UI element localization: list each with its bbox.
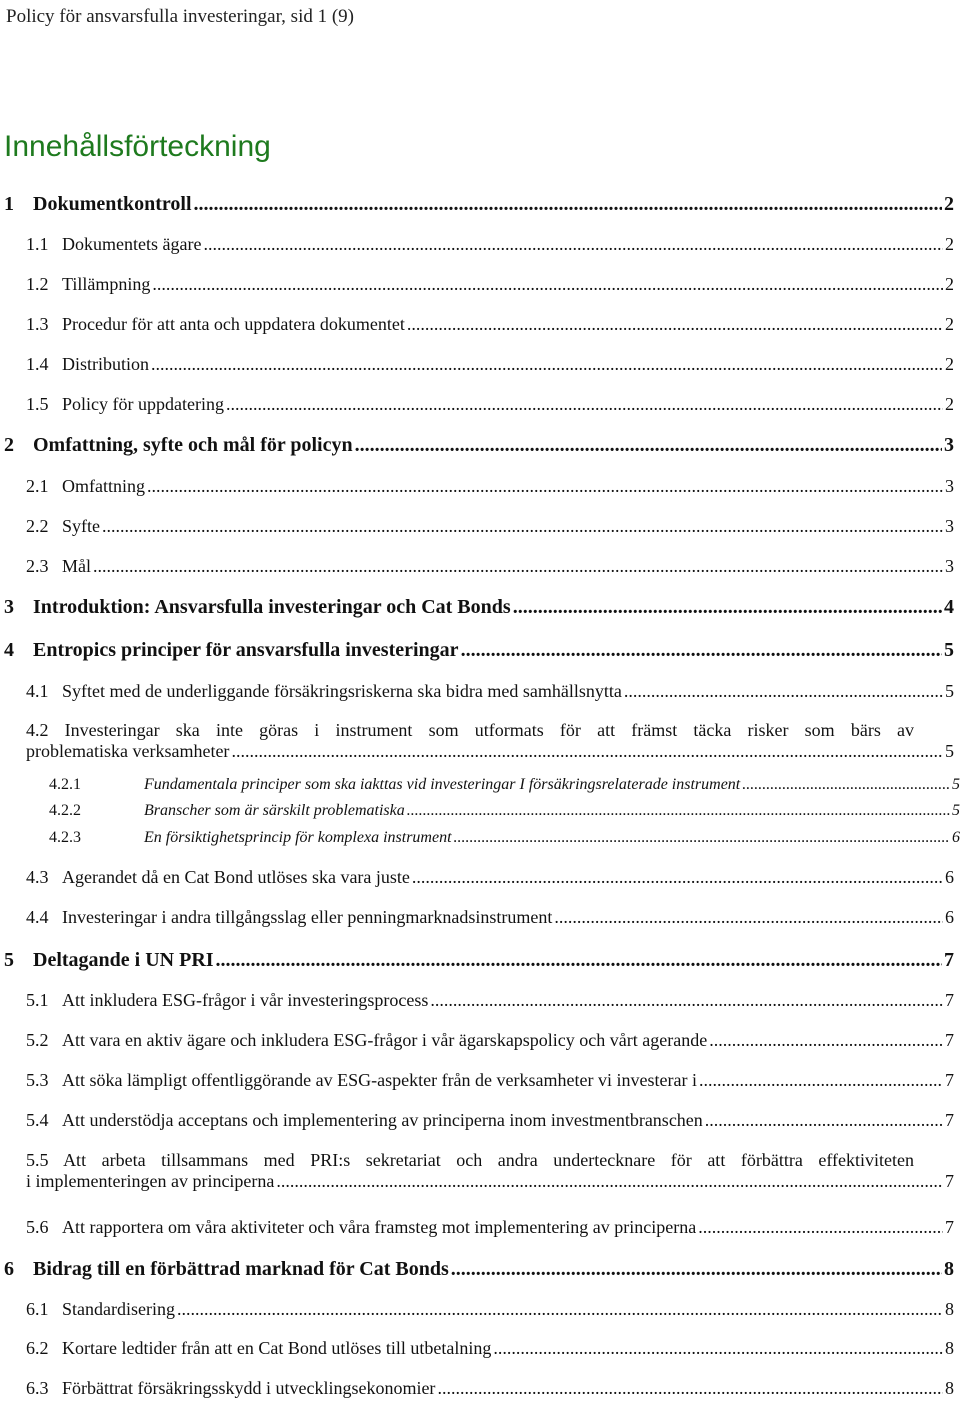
entry-page: 3 bbox=[944, 434, 954, 456]
entry-page: 4 bbox=[944, 596, 954, 618]
entry-number: 2.1 bbox=[26, 476, 49, 496]
entry-page: 5 bbox=[952, 802, 960, 819]
dot-leader bbox=[742, 776, 950, 794]
entry-number: 5.1 bbox=[26, 990, 49, 1010]
page-header: Policy för ansvarsfulla investeringar, sid 1 (9) bbox=[6, 6, 355, 27]
toc-entry-5-6[interactable] bbox=[0, 1217, 960, 1238]
toc-entry-4-1[interactable] bbox=[0, 681, 960, 702]
entry-page: 7 bbox=[945, 1030, 954, 1050]
entry-number: 6.1 bbox=[26, 1299, 49, 1319]
entry-title-line1 bbox=[26, 720, 960, 741]
entry-title: Entropics principer för ansvarsfulla investeringar bbox=[33, 639, 459, 661]
entry-page: 7 bbox=[945, 1217, 954, 1237]
entry-number: 6.3 bbox=[26, 1378, 49, 1398]
toc-entry-2-1[interactable] bbox=[0, 476, 960, 497]
entry-number: 1.3 bbox=[26, 314, 49, 334]
entry-title: Att understödja acceptans och implementering av principerna inom investmentbranschen bbox=[62, 1110, 703, 1130]
entry-number: 5.4 bbox=[26, 1110, 49, 1130]
entry-number: 1 bbox=[4, 193, 14, 215]
entry-page: 2 bbox=[944, 193, 954, 215]
dot-leader bbox=[698, 1217, 943, 1238]
entry-title: Mål bbox=[62, 556, 91, 576]
entry-title: Att rapportera om våra aktiviteter och våra framsteg mot implementering av principerna bbox=[62, 1217, 697, 1237]
entry-title: Procedur för att anta och uppdatera dokumentet bbox=[62, 314, 405, 334]
toc-entry-6-1[interactable] bbox=[0, 1299, 960, 1320]
entry-title: Att inkludera ESG-frågor i vår investeringsprocess bbox=[62, 990, 429, 1010]
entry-page: 8 bbox=[945, 1338, 954, 1358]
toc-entry-5-1[interactable] bbox=[0, 990, 960, 1011]
dot-leader bbox=[93, 556, 943, 577]
entry-page: 5 bbox=[945, 741, 954, 761]
entry-title-line2-row bbox=[26, 741, 960, 762]
entry-number: 4.1 bbox=[26, 681, 49, 701]
toc-entry-5-4[interactable] bbox=[0, 1110, 960, 1131]
dot-leader bbox=[513, 596, 942, 619]
entry-title: Agerandet då en Cat Bond utlöses ska vara juste bbox=[62, 867, 410, 887]
entry-number: 6 bbox=[4, 1258, 14, 1280]
toc-entry-2-2[interactable] bbox=[0, 516, 960, 537]
entry-number: 2.3 bbox=[26, 556, 49, 576]
dot-leader bbox=[147, 476, 943, 497]
entry-page: 2 bbox=[945, 314, 954, 334]
entry-number: 5 bbox=[4, 949, 14, 971]
dot-leader bbox=[231, 741, 943, 762]
toc-entry-2-3[interactable] bbox=[0, 556, 960, 577]
toc-entry-1-2[interactable] bbox=[0, 274, 960, 295]
dot-leader bbox=[709, 1030, 943, 1051]
toc-entry-6-2[interactable] bbox=[0, 1338, 960, 1359]
dot-leader bbox=[102, 516, 943, 537]
toc-entry-4-2-3[interactable] bbox=[0, 829, 960, 847]
toc-entry-4-3[interactable] bbox=[0, 867, 960, 888]
entry-page: 3 bbox=[945, 556, 954, 576]
toc-entry-5-2[interactable] bbox=[0, 1030, 960, 1051]
dot-leader bbox=[194, 193, 942, 216]
toc-entry-4[interactable] bbox=[0, 639, 960, 662]
entry-number: 6.2 bbox=[26, 1338, 49, 1358]
dot-leader bbox=[152, 274, 943, 295]
entry-number: 4.2 bbox=[26, 720, 49, 740]
entry-number: 4.3 bbox=[26, 867, 49, 887]
entry-number: 5.3 bbox=[26, 1070, 49, 1090]
dot-leader bbox=[276, 1171, 943, 1192]
entry-page: 8 bbox=[945, 1378, 954, 1398]
dot-leader bbox=[177, 1299, 943, 1320]
entry-page: 7 bbox=[945, 990, 954, 1010]
entry-number: 2 bbox=[4, 434, 14, 456]
entry-title: Förbättrat försäkringsskydd i utvecklingsekonomier bbox=[62, 1378, 436, 1398]
entry-number: 4.2.2 bbox=[49, 802, 81, 819]
dot-leader bbox=[407, 802, 950, 820]
toc-title: Innehållsförteckning bbox=[4, 130, 271, 163]
entry-title: Distribution bbox=[62, 354, 150, 374]
dot-leader bbox=[430, 990, 943, 1011]
entry-title: Att söka lämpligt offentliggörande av ESG-aspekter från de verksamheter vi investerar i bbox=[62, 1070, 697, 1090]
dot-leader bbox=[216, 949, 942, 972]
entry-number: 3 bbox=[4, 596, 14, 618]
toc-entry-2[interactable] bbox=[0, 434, 960, 457]
toc-entry-1-5[interactable] bbox=[0, 394, 960, 415]
toc-entry-5-5[interactable] bbox=[26, 1150, 960, 1192]
dot-leader bbox=[412, 867, 943, 888]
dot-leader bbox=[454, 829, 950, 847]
entry-page: 6 bbox=[952, 829, 960, 846]
toc-entry-4-2-2[interactable] bbox=[0, 802, 960, 820]
dot-leader bbox=[151, 354, 943, 375]
entry-title: Bidrag till en förbättrad marknad för Cat Bonds bbox=[33, 1258, 449, 1280]
entry-page: 5 bbox=[952, 776, 960, 793]
entry-title-line2: i implementeringen av principerna bbox=[26, 1171, 275, 1191]
entry-number: 1.2 bbox=[26, 274, 49, 294]
dot-leader bbox=[461, 639, 942, 662]
entry-number: 1.1 bbox=[26, 234, 49, 254]
toc-entry-6[interactable] bbox=[0, 1258, 960, 1281]
entry-title: Deltagande i UN PRI bbox=[33, 949, 214, 971]
entry-title: Investeringar i andra tillgångsslag eller penningmarknadsinstrument bbox=[62, 907, 553, 927]
toc-entry-4-4[interactable] bbox=[0, 907, 960, 928]
dot-leader bbox=[705, 1110, 943, 1131]
dot-leader bbox=[407, 314, 943, 335]
entry-title: Introduktion: Ansvarsfulla investeringar och Cat Bonds bbox=[33, 596, 511, 618]
toc-entry-1-1[interactable] bbox=[0, 234, 960, 255]
dot-leader bbox=[493, 1338, 943, 1359]
entry-title: Att arbeta tillsammans med PRI:s sekretariat och andra undertecknare för att förbättra effektiviteten bbox=[63, 1150, 914, 1170]
entry-title: Omfattning bbox=[62, 476, 145, 496]
dot-leader bbox=[451, 1258, 942, 1281]
entry-page: 2 bbox=[945, 234, 954, 254]
entry-page: 7 bbox=[945, 1110, 954, 1130]
entry-title-line2: problematiska verksamheter bbox=[26, 741, 230, 761]
entry-number: 4.2.1 bbox=[49, 776, 81, 793]
toc-entry-4-2[interactable] bbox=[26, 720, 960, 762]
toc-entry-1[interactable] bbox=[0, 193, 960, 216]
entry-title: Dokumentets ägare bbox=[62, 234, 202, 254]
entry-title: Investeringar ska inte göras i instrument som utformats för att främst täcka risker som bärs av bbox=[64, 720, 914, 740]
dot-leader bbox=[437, 1378, 943, 1399]
toc-entry-5[interactable] bbox=[0, 949, 960, 972]
entry-number: 5.6 bbox=[26, 1217, 49, 1237]
entry-page: 3 bbox=[945, 516, 954, 536]
dot-leader bbox=[355, 434, 942, 457]
entry-number: 2.2 bbox=[26, 516, 49, 536]
entry-page: 2 bbox=[945, 354, 954, 374]
entry-title: Omfattning, syfte och mål för policyn bbox=[33, 434, 353, 456]
entry-number: 4.4 bbox=[26, 907, 49, 927]
entry-page: 2 bbox=[945, 394, 954, 414]
entry-number: 1.4 bbox=[26, 354, 49, 374]
entry-page: 7 bbox=[945, 1171, 954, 1191]
entry-title-line2-row bbox=[26, 1171, 960, 1192]
entry-page: 5 bbox=[944, 639, 954, 661]
entry-page: 7 bbox=[944, 949, 954, 971]
entry-page: 5 bbox=[945, 681, 954, 701]
toc-entry-4-2-1[interactable] bbox=[0, 776, 960, 794]
dot-leader bbox=[226, 394, 943, 415]
dot-leader bbox=[554, 907, 943, 928]
dot-leader bbox=[203, 234, 943, 255]
toc-entry-3[interactable] bbox=[0, 596, 960, 619]
entry-title: Policy för uppdatering bbox=[62, 394, 224, 414]
entry-title: Standardisering bbox=[62, 1299, 175, 1319]
entry-number: 4 bbox=[4, 639, 14, 661]
entry-title: En försiktighetsprincip för komplexa instrument bbox=[144, 829, 452, 846]
toc-entry-1-4[interactable] bbox=[0, 354, 960, 375]
entry-title: Dokumentkontroll bbox=[33, 193, 192, 215]
entry-page: 6 bbox=[945, 907, 954, 927]
entry-page: 8 bbox=[945, 1299, 954, 1319]
entry-page: 3 bbox=[945, 476, 954, 496]
entry-title: Branscher som är särskilt problematiska bbox=[144, 802, 405, 819]
entry-number: 5.2 bbox=[26, 1030, 49, 1050]
entry-title-line1 bbox=[26, 1150, 960, 1171]
entry-number: 5.5 bbox=[26, 1150, 49, 1170]
dot-leader bbox=[699, 1070, 943, 1091]
entry-title: Kortare ledtider från att en Cat Bond utlöses till utbetalning bbox=[62, 1338, 492, 1358]
entry-title: Tillämpning bbox=[62, 274, 151, 294]
toc-entry-6-3[interactable] bbox=[0, 1378, 960, 1399]
entry-number: 4.2.3 bbox=[49, 829, 81, 846]
entry-title: Syfte bbox=[62, 516, 100, 536]
dot-leader bbox=[624, 681, 943, 702]
entry-title: Att vara en aktiv ägare och inkludera ESG-frågor i vår ägarskapspolicy och vårt agerande bbox=[62, 1030, 708, 1050]
entry-number: 1.5 bbox=[26, 394, 49, 414]
entry-page: 6 bbox=[945, 867, 954, 887]
entry-title: Syftet med de underliggande försäkringsriskerna ska bidra med samhällsnytta bbox=[62, 681, 622, 701]
toc-entry-5-3[interactable] bbox=[0, 1070, 960, 1091]
entry-page: 2 bbox=[945, 274, 954, 294]
toc-entry-1-3[interactable] bbox=[0, 314, 960, 335]
entry-title: Fundamentala principer som ska iakttas vid investeringar I försäkringsrelaterade instrument bbox=[144, 776, 741, 793]
entry-page: 7 bbox=[945, 1070, 954, 1090]
entry-page: 8 bbox=[944, 1258, 954, 1280]
